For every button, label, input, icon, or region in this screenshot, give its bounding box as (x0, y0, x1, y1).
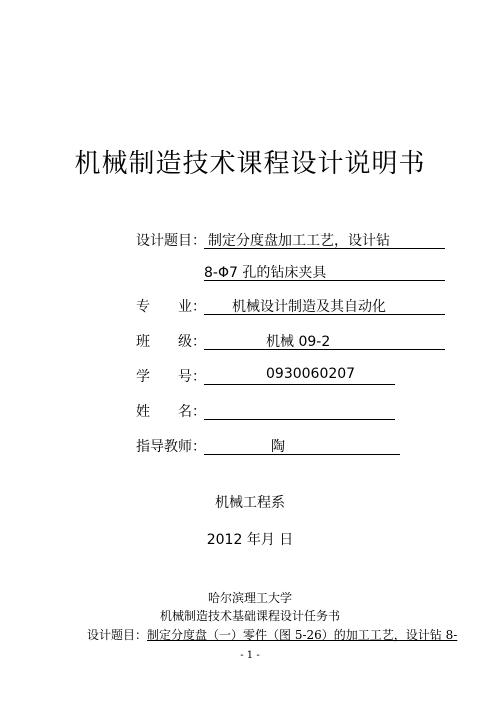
field-major (0, 296, 500, 318)
field-class-value: 机械 09-2 (266, 334, 331, 350)
field-topic-value: 制定分度盘加工工艺，设计钻 (208, 233, 390, 249)
field-major-value: 机械设计制造及其自动化 (232, 299, 386, 315)
task-book-title: 机械制造技术基础课程设计任务书 (159, 609, 340, 623)
field-student-id-value-line (204, 366, 395, 385)
field-student-id (0, 366, 500, 388)
field-class (0, 331, 500, 353)
field-advisor (0, 436, 500, 458)
field-major-label: 专 业： (136, 299, 206, 315)
field-name-label: 姓 名： (136, 404, 206, 420)
field-name (0, 401, 500, 423)
department: 机械工程系 (215, 495, 285, 511)
field-advisor-label: 指导教师： (136, 439, 206, 455)
university-name: 哈尔滨理工大学 (207, 591, 292, 605)
field-name-value-line (204, 401, 395, 420)
date: 2012 年月 日 (206, 532, 294, 548)
field-topic (0, 230, 500, 252)
field-class-value-line (204, 331, 445, 350)
field-student-id-value: 0930060207 (266, 366, 356, 382)
field-advisor-value: 陶 (271, 439, 285, 455)
task-topic-label: 设计题目： (87, 628, 148, 642)
field-class-label: 班 级： (136, 334, 206, 350)
task-topic-line (87, 626, 457, 643)
page-number: - 1 - (240, 650, 260, 661)
field-advisor-value-line (204, 436, 400, 455)
task-topic-value: 制定分度盘（一）零件（图 5-26）的加工工艺，设计钻 8- (147, 628, 458, 642)
document-title: 机械制造技术课程设计说明书 (74, 149, 426, 179)
field-topic-continued (0, 262, 500, 284)
field-topic-value-line (204, 230, 445, 249)
field-major-value-line (204, 296, 445, 315)
field-topic-continued-value: 8-Φ7 孔的钻床夹具 (204, 265, 327, 281)
field-topic-continued-line (204, 262, 445, 281)
field-topic-label: 设计题目： (136, 233, 206, 249)
field-student-id-label: 学 号： (136, 369, 206, 385)
